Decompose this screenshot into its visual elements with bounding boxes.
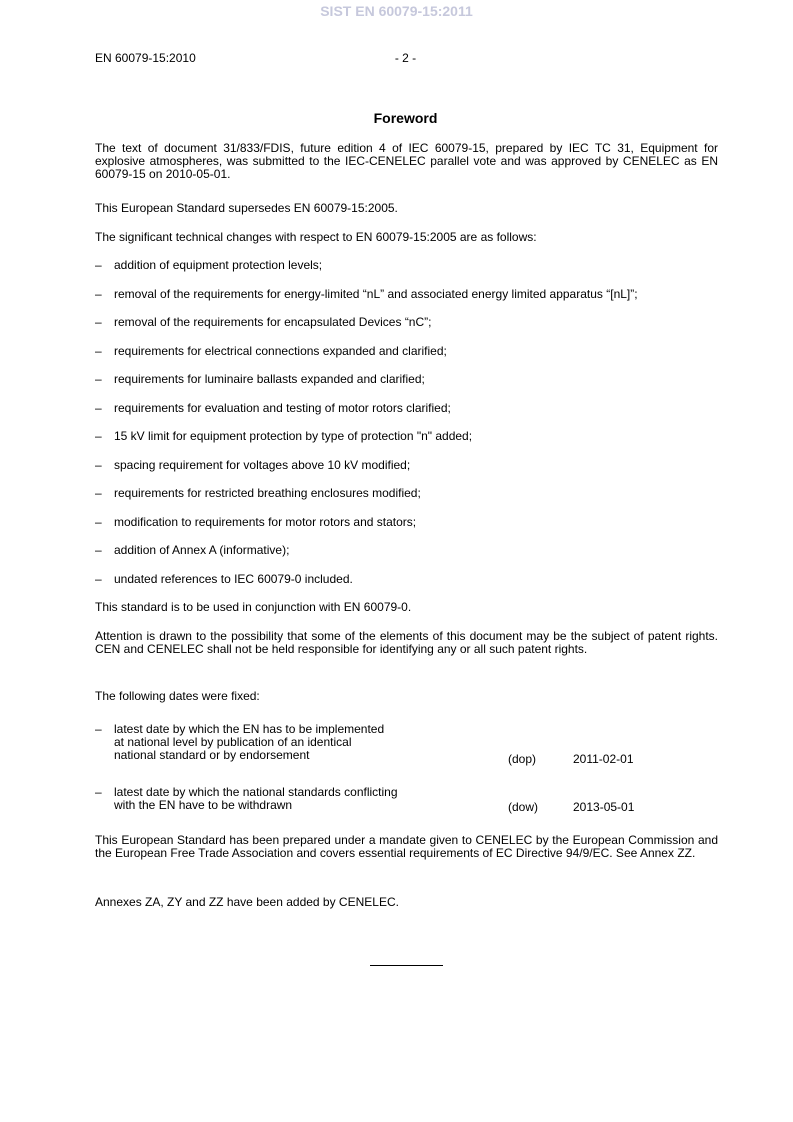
dash-bullet: – bbox=[95, 429, 102, 443]
dash-bullet: – bbox=[95, 372, 102, 386]
dash-bullet: – bbox=[95, 401, 102, 415]
list-item-text: undated references to IEC 60079-0 included. bbox=[114, 572, 353, 586]
dash-bullet: – bbox=[95, 543, 102, 557]
date-description bbox=[114, 723, 444, 762]
dash-bullet: – bbox=[95, 515, 102, 529]
dash-bullet: – bbox=[95, 458, 102, 472]
date-description-line: latest date by which the national standards conflicting bbox=[114, 785, 398, 799]
list-item-text: requirements for evaluation and testing of motor rotors clarified; bbox=[114, 401, 451, 415]
dash-bullet: – bbox=[95, 722, 102, 736]
list-item-text: addition of Annex A (informative); bbox=[114, 543, 290, 557]
date-value: 2011-02-01 bbox=[573, 752, 634, 766]
dash-bullet: – bbox=[95, 486, 102, 500]
dash-bullet: – bbox=[95, 344, 102, 358]
changes-intro-paragraph: The significant technical changes with respect to EN 60079-15:2005 are as follows: bbox=[95, 230, 537, 244]
supersedes-paragraph: This European Standard supersedes EN 60079-15:2005. bbox=[95, 201, 398, 215]
date-description-line: latest date by which the EN has to be implemented bbox=[114, 722, 385, 736]
date-description-line: at national level by publication of an identical bbox=[114, 735, 352, 749]
date-value: 2013-05-01 bbox=[573, 800, 635, 814]
date-description-line: with the EN have to be withdrawn bbox=[114, 798, 293, 812]
mandate-paragraph: This European Standard has been prepared under a mandate given to CENELEC by the European Commission and the European Free Trade Association and covers essential requirements of EC Directive 94/9/EC. See Annex ZZ. bbox=[95, 833, 718, 860]
date-code: (dop) bbox=[508, 752, 537, 766]
list-item-text: removal of the requirements for encapsulated Devices “nC”; bbox=[114, 315, 432, 329]
list-item-text: removal of the requirements for energy-limited “nL” and associated energy limited apparatus “[nL]”; bbox=[114, 287, 638, 301]
list-item-text: spacing requirement for voltages above 10 kV modified; bbox=[114, 458, 411, 472]
page-title: Foreword bbox=[373, 110, 438, 126]
watermark-header: SIST EN 60079-15:2011 bbox=[320, 3, 473, 19]
list-item-text: requirements for restricted breathing enclosures modified; bbox=[114, 486, 421, 500]
list-item-text: requirements for electrical connections expanded and clarified; bbox=[114, 344, 447, 358]
annexes-paragraph: Annexes ZA, ZY and ZZ have been added by CENELEC. bbox=[95, 895, 399, 909]
date-description-line: national standard or by endorsement bbox=[114, 748, 310, 762]
list-item-text: modification to requirements for motor rotors and stators; bbox=[114, 515, 417, 529]
dash-bullet: – bbox=[95, 572, 102, 586]
patent-paragraph: Attention is drawn to the possibility that some of the elements of this document may be the subject of patent rights. CEN and CENELEC shall not be held responsible for identifying any or all such patent rights. bbox=[95, 629, 718, 656]
end-rule bbox=[370, 965, 443, 966]
date-code: (dow) bbox=[508, 800, 539, 814]
dash-bullet: – bbox=[95, 287, 102, 301]
dash-bullet: – bbox=[95, 785, 102, 799]
intro-paragraph: The text of document 31/833/FDIS, future edition 4 of IEC 60079-15, prepared by IEC TC 31, Equipment for explosive atmospheres, was submitted to the IEC-CENELEC parallel vote and was approved by CENELEC as EN 60079-15 on 2010-05-01. bbox=[95, 141, 718, 181]
page-number: - 2 - bbox=[394, 51, 417, 65]
list-item-text: addition of equipment protection levels; bbox=[114, 258, 323, 272]
document-identifier: EN 60079-15:2010 bbox=[95, 51, 196, 65]
date-description bbox=[114, 786, 444, 812]
conjunction-paragraph: This standard is to be used in conjunction with EN 60079-0. bbox=[95, 600, 412, 614]
list-item-text: requirements for luminaire ballasts expanded and clarified; bbox=[114, 372, 425, 386]
dates-intro-paragraph: The following dates were fixed: bbox=[95, 689, 260, 703]
dash-bullet: – bbox=[95, 315, 102, 329]
list-item-text: 15 kV limit for equipment protection by type of protection "n" added; bbox=[114, 429, 473, 443]
dash-bullet: – bbox=[95, 258, 102, 272]
